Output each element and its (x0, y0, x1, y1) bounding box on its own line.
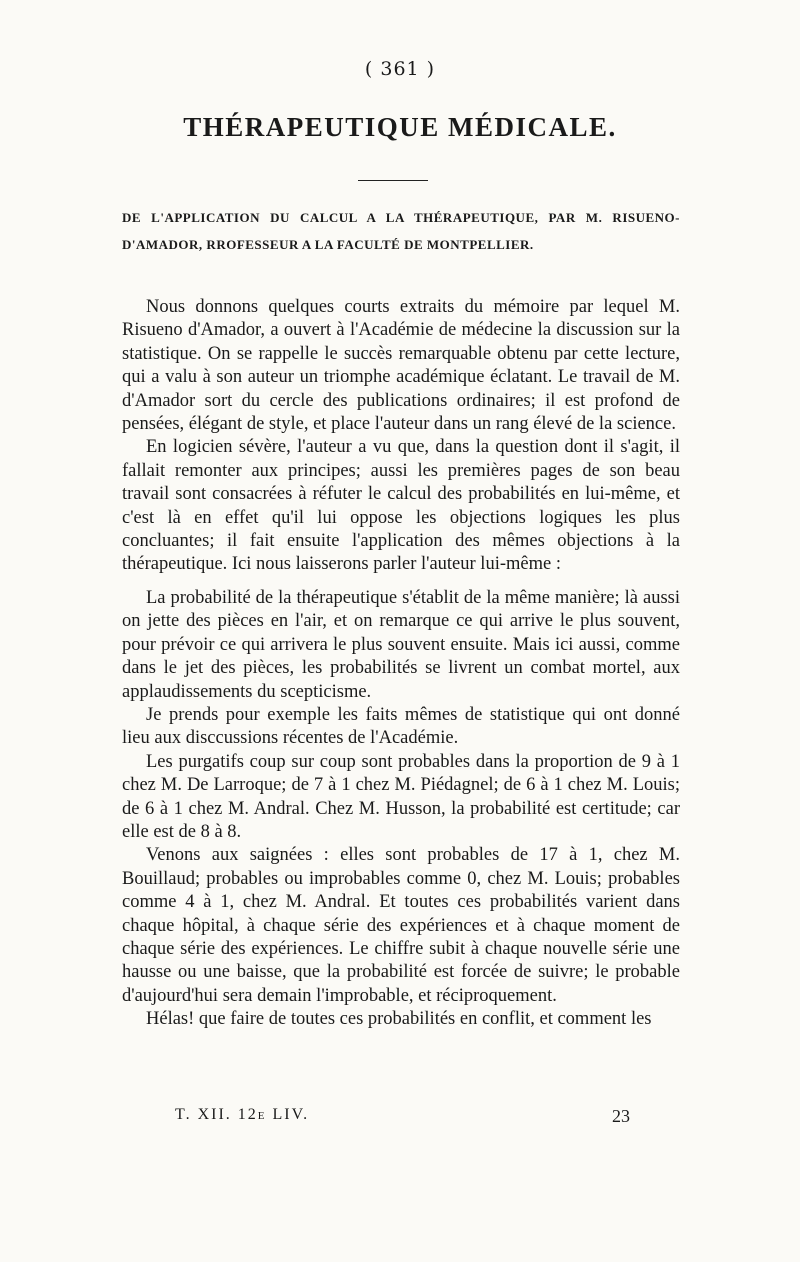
paragraph: Hélas! que faire de toutes ces probabilités en conflit, et comment les (146, 1009, 652, 1030)
paragraph: Je prends pour exemple les faits mêmes de statistique qui ont donné lieu aux disccussions récentes de l'Académie. (122, 704, 680, 749)
paragraph: Les purgatifs coup sur coup sont probables dans la proportion de 9 à 1 chez M. De Larroque; de 7 à 1 chez M. Piédagnel; de 6 à 1 chez M. Louis; de 6 à 1 chez M. Andral. Chez M. Husson, la probabilité est certitude; car elle est de 8 à 8. (122, 751, 680, 842)
gathering-number: 23 (612, 1106, 630, 1126)
page-number: ( 361 ) (364, 58, 436, 80)
page-footer (175, 1106, 630, 1124)
paragraph: La probabilité de la thérapeutique s'établit de la même manière; là aussi on jette des pièces en l'air, et on remarque ce qui arrive le plus souvent, pour prévoir ce qui arrivera le plus souvent ensuite. Mais ici aussi, comme dans le jet des pièces, les probabilités se livrent un combat mortel, aux applaudissements du scepticisme. (122, 587, 680, 702)
signature-mark: T. XII. 12e LIV. (175, 1106, 310, 1123)
section-title: THÉRAPEUTIQUE MÉDICALE. (183, 112, 617, 142)
article-heading: DE L'APPLICATION DU CALCUL A LA THÉRAPEUTIQUE, PAR M. RISUENO-D'AMADOR, RROFESSEUR A LA FACULTÉ DE MONTPELLIER. (122, 210, 680, 252)
paragraph: Venons aux saignées : elles sont probables de 17 à 1, chez M. Bouillaud; probables ou improbables comme 0, chez M. Louis; probables comme 4 à 1, chez M. Andral. Et toutes ces probabilités varient dans chaque hôpital, à chaque série des expériences et à chaque moment de chaque série des expériences. Le chiffre subit à chaque nouvelle série une hausse ou une baisse, que la probabilité est forcée de suivre; le probable d'aujourd'hui sera demain l'improbable, et réciproquement. (122, 845, 680, 1006)
divider-rule (358, 180, 428, 181)
paragraph: En logicien sévère, l'auteur a vu que, dans la question dont il s'agit, il fallait remonter aux principes; aussi les premières pages de son beau travail sont consacrées à réfuter le calcul des probabilités en lui-même, et c'est là en effet qu'il lui oppose les objections logiques les plus concluantes; il fait ensuite l'application des mêmes objections à la thérapeutique. Ici nous laisserons parler l'auteur lui-même : (122, 437, 680, 575)
paragraph: Nous donnons quelques courts extraits du mémoire par lequel M. Risueno d'Amador, a ouvert à l'Académie de médecine la discussion sur la statistique. On se rappelle le succès remarquable obtenu par cette lecture, qui a valu à son auteur un triomphe académique éclatant. Le travail de M. d'Amador sort du cercle des publications ordinaires; il est profond de pensées, élégant de style, et place l'auteur dans un rang élevé de la science. (122, 297, 680, 435)
article-body (122, 296, 680, 1032)
